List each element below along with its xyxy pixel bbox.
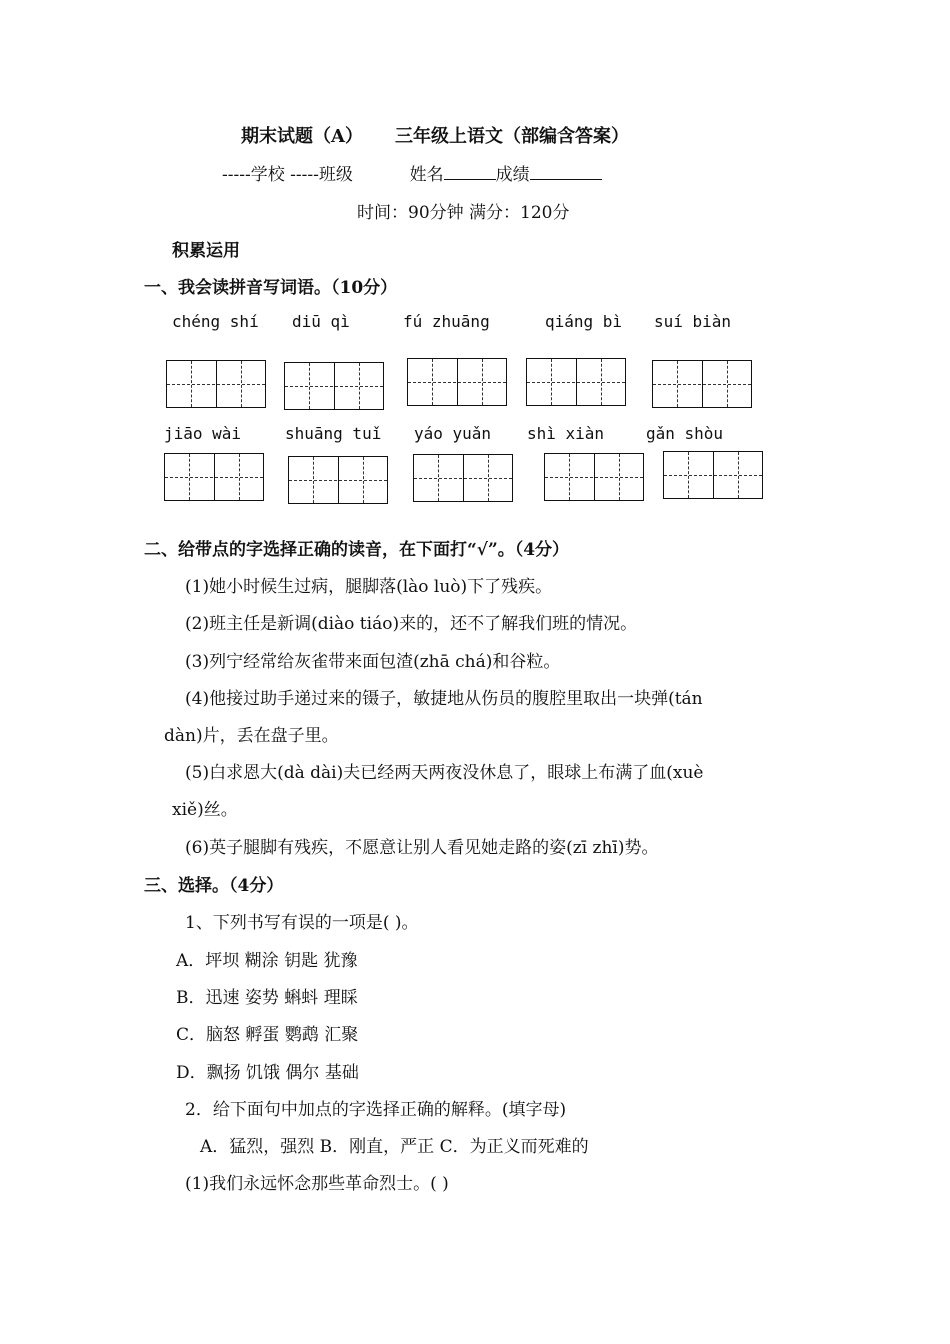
pinyin-8: yáo yuǎn <box>414 424 492 443</box>
q3-option-b[interactable]: B．迅速 姿势 蝌蚪 理睬 <box>176 988 358 1008</box>
pinyin-6: jiāo wài <box>164 424 242 443</box>
question-3-heading: 三、选择。（4分） <box>144 876 284 896</box>
q3-choices: A．猛烈，强烈 B．刚直，严正 C．为正义而死难的 <box>200 1137 589 1157</box>
pinyin-7: shuāng tuǐ <box>285 424 382 443</box>
pinyin-5: suí biàn <box>654 312 732 331</box>
q2-item-6: (6)英子腿脚有残疾，不愿意让别人看见她走路的姿(zī zhī)势。 <box>185 838 659 858</box>
q2-item-3: (3)列宁经常给灰雀带来面包渣(zhā chá)和谷粒。 <box>185 652 561 672</box>
question-2-heading: 二、给带点的字选择正确的读音，在下面打“√”。（4分） <box>144 540 570 560</box>
pinyin-4: qiáng bì <box>545 312 623 331</box>
pinyin-10: gǎn shòu <box>646 424 724 443</box>
q2-item-5: (5)白求恩大(dà dài)夫已经两天两夜没休息了，眼球上布满了血(xuè <box>185 763 704 783</box>
writing-box-2[interactable] <box>284 362 384 410</box>
info-line <box>222 160 602 185</box>
writing-box-8[interactable] <box>413 454 513 502</box>
writing-box-9[interactable] <box>544 453 644 501</box>
pinyin-3: fú zhuāng <box>403 312 490 331</box>
section-heading: 积累运用 <box>172 241 240 261</box>
q3-item-1: (1)我们永远怀念那些革命烈士。( ) <box>185 1174 449 1194</box>
pinyin-1: chéng shí <box>172 312 259 331</box>
writing-box-1[interactable] <box>166 360 266 408</box>
q2-item-1: (1)她小时候生过病，腿脚落(lào luò)下了残疾。 <box>185 577 553 597</box>
q2-item-2: (2)班主任是新调(diào tiáo)来的，还不了解我们班的情况。 <box>185 614 638 634</box>
q2-item-4: (4)他接过助手递过来的镊子，敏捷地从伤员的腹腔里取出一块弹(tán <box>185 689 703 709</box>
writing-box-3[interactable] <box>407 358 507 406</box>
writing-box-6[interactable] <box>164 453 264 501</box>
q3-sub-2: 2．给下面句中加点的字选择正确的解释。(填字母) <box>185 1100 567 1120</box>
name-label: 姓名 <box>409 165 444 185</box>
q2-item-5-cont: xiě)丝。 <box>172 800 238 820</box>
q3-option-d[interactable]: D．飘扬 饥饿 偶尔 基础 <box>176 1063 359 1083</box>
writing-box-7[interactable] <box>288 456 388 504</box>
writing-box-5[interactable] <box>652 360 752 408</box>
pinyin-9: shì xiàn <box>527 424 605 443</box>
score-blank[interactable] <box>530 165 602 180</box>
q3-option-c[interactable]: C．脑怒 孵蛋 鹦鹉 汇聚 <box>176 1025 359 1045</box>
question-1-heading: 一、我会读拼音写词语。（10分） <box>144 278 398 298</box>
school-class-label: -----学校 -----班级 <box>222 165 353 185</box>
writing-box-4[interactable] <box>526 358 626 406</box>
name-blank[interactable] <box>444 165 496 180</box>
q3-option-a[interactable]: A．坪坝 糊涂 钥匙 犹豫 <box>176 951 358 971</box>
score-label: 成绩 <box>495 165 530 185</box>
q2-item-4-cont: dàn)片，丢在盘子里。 <box>164 726 339 746</box>
page-title: 期末试题（A） 三年级上语文（部编含答案） <box>241 126 629 147</box>
time-line: 时间：90分钟 满分：120分 <box>357 203 570 223</box>
writing-box-10[interactable] <box>663 451 763 499</box>
pinyin-2: diū qì <box>292 312 350 331</box>
q3-sub-1: 1、下列书写有误的一项是( )。 <box>185 913 419 933</box>
